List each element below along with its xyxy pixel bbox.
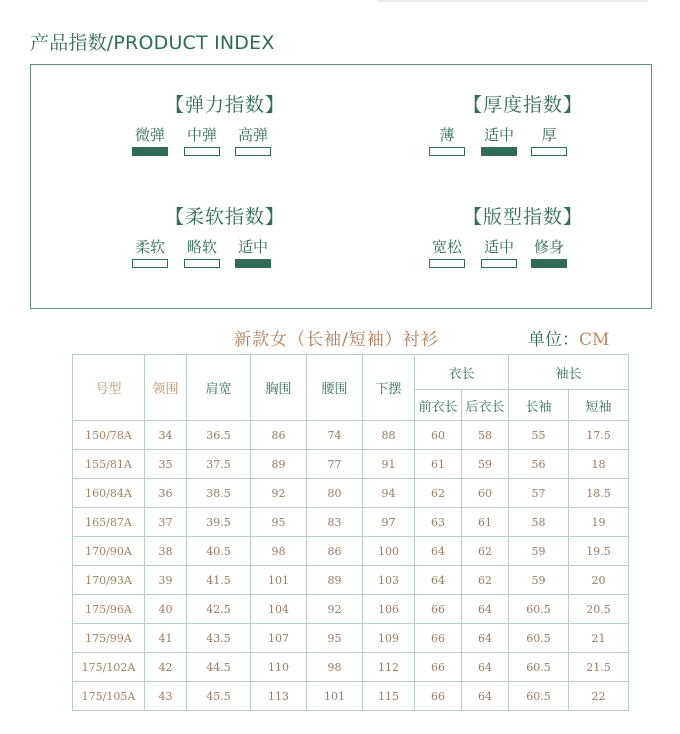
- level-indicator: [481, 259, 517, 268]
- table-cell: 155/81A: [73, 450, 145, 479]
- table-cell: 64: [462, 653, 509, 682]
- table-cell: 20: [569, 566, 629, 595]
- table-cell: 45.5: [187, 682, 251, 711]
- table-cell: 20.5: [569, 595, 629, 624]
- header-back-length: 后衣长: [462, 390, 509, 421]
- table-cell: 41: [145, 624, 187, 653]
- header-hem: 下摆: [363, 355, 415, 421]
- table-cell: 37.5: [187, 450, 251, 479]
- level-indicator: [531, 147, 567, 156]
- header-collar: 领围: [145, 355, 187, 421]
- table-cell: 77: [307, 450, 363, 479]
- table-cell: 101: [251, 566, 307, 595]
- table-caption: 新款女（长袖/短袖）衬衫: [234, 330, 439, 350]
- level-label: 薄: [439, 126, 455, 144]
- header-long-sleeve: 长袖: [509, 390, 569, 421]
- table-cell: 39: [145, 566, 187, 595]
- table-cell: 44.5: [187, 653, 251, 682]
- table-cell: 60: [462, 479, 509, 508]
- index-levels: [403, 126, 643, 166]
- level-2: [235, 126, 271, 156]
- table-cell: 98: [307, 653, 363, 682]
- table-cell: 92: [251, 479, 307, 508]
- table-cell: 37: [145, 508, 187, 537]
- table-cell: 97: [363, 508, 415, 537]
- table-cell: 115: [363, 682, 415, 711]
- table-cell: 103: [363, 566, 415, 595]
- table-cell: 64: [415, 566, 462, 595]
- table-cell: 18: [569, 450, 629, 479]
- level-indicator: [184, 259, 220, 268]
- level-label: 微弹: [134, 126, 165, 144]
- level-0: [429, 126, 465, 156]
- level-label: 中弹: [186, 126, 217, 144]
- header-short-sleeve: 短袖: [569, 390, 629, 421]
- table-cell: 175/96A: [73, 595, 145, 624]
- table-cell: 63: [415, 508, 462, 537]
- table-cell: 60.5: [509, 682, 569, 711]
- fit-index: [403, 202, 643, 278]
- table-cell: 66: [415, 624, 462, 653]
- level-label: 宽松: [431, 238, 462, 256]
- table-cell: 64: [462, 624, 509, 653]
- level-2: [531, 126, 567, 156]
- table-cell: 21.5: [569, 653, 629, 682]
- table-cell: 62: [415, 479, 462, 508]
- table-cell: 19.5: [569, 537, 629, 566]
- table-row: [73, 421, 629, 450]
- table-cell: 80: [307, 479, 363, 508]
- elasticity-index: [105, 90, 345, 166]
- index-title: 【版型指数】: [462, 206, 583, 228]
- table-cell: 59: [462, 450, 509, 479]
- unit-label: [528, 325, 609, 350]
- table-cell: 175/99A: [73, 624, 145, 653]
- level-2: [531, 238, 567, 268]
- level-0: [429, 238, 465, 268]
- table-cell: 94: [363, 479, 415, 508]
- level-label: 厚: [541, 126, 557, 144]
- table-cell: 38: [145, 537, 187, 566]
- table-cell: 88: [363, 421, 415, 450]
- level-indicator: [429, 259, 465, 268]
- table-row: [73, 537, 629, 566]
- level-label: 柔软: [134, 238, 165, 256]
- table-cell: 113: [251, 682, 307, 711]
- table-cell: 92: [307, 595, 363, 624]
- table-row: [73, 624, 629, 653]
- table-row: [73, 479, 629, 508]
- table-cell: 39.5: [187, 508, 251, 537]
- product-index-panel: [30, 64, 652, 309]
- level-indicator: [235, 259, 271, 268]
- table-cell: 95: [307, 624, 363, 653]
- level-label: 适中: [483, 126, 514, 144]
- index-levels: [105, 126, 345, 166]
- table-row: [73, 566, 629, 595]
- table-cell: 43: [145, 682, 187, 711]
- level-1: [184, 126, 220, 156]
- table-cell: 17.5: [569, 421, 629, 450]
- section-title: 产品指数/PRODUCT INDEX: [30, 32, 275, 54]
- table-cell: 60: [415, 421, 462, 450]
- table-cell: 42: [145, 653, 187, 682]
- table-row: [73, 508, 629, 537]
- table-cell: 150/78A: [73, 421, 145, 450]
- table-cell: 100: [363, 537, 415, 566]
- level-label: 修身: [533, 238, 564, 256]
- table-cell: 41.5: [187, 566, 251, 595]
- table-cell: 36: [145, 479, 187, 508]
- table-cell: 66: [415, 595, 462, 624]
- table-cell: 107: [251, 624, 307, 653]
- table-cell: 36.5: [187, 421, 251, 450]
- table-cell: 19: [569, 508, 629, 537]
- table-cell: 66: [415, 653, 462, 682]
- table-cell: 66: [415, 682, 462, 711]
- table-cell: 64: [462, 595, 509, 624]
- table-cell: 64: [415, 537, 462, 566]
- table-cell: 106: [363, 595, 415, 624]
- table-cell: 55: [509, 421, 569, 450]
- table-cell: 98: [251, 537, 307, 566]
- table-cell: 86: [251, 421, 307, 450]
- table-cell: 170/90A: [73, 537, 145, 566]
- header-size: 号型: [73, 355, 145, 421]
- table-cell: 35: [145, 450, 187, 479]
- table-cell: 62: [462, 566, 509, 595]
- header-chest: 胸围: [251, 355, 307, 421]
- table-cell: 59: [509, 566, 569, 595]
- table-cell: 22: [569, 682, 629, 711]
- level-indicator: [184, 147, 220, 156]
- header-length: 衣长: [415, 355, 509, 390]
- header-sleeve: 袖长: [509, 355, 629, 390]
- table-cell: 18.5: [569, 479, 629, 508]
- table-cell: 160/84A: [73, 479, 145, 508]
- thickness-index: [403, 90, 643, 166]
- table-cell: 64: [462, 682, 509, 711]
- level-2: [235, 238, 271, 268]
- table-cell: 43.5: [187, 624, 251, 653]
- table-cell: 101: [307, 682, 363, 711]
- index-levels: [403, 238, 643, 278]
- size-table-body: [73, 421, 629, 711]
- table-cell: 56: [509, 450, 569, 479]
- table-row: [73, 450, 629, 479]
- index-levels: [105, 238, 345, 278]
- table-cell: 175/105A: [73, 682, 145, 711]
- table-cell: 83: [307, 508, 363, 537]
- table-cell: 165/87A: [73, 508, 145, 537]
- level-indicator: [481, 147, 517, 156]
- table-cell: 61: [415, 450, 462, 479]
- size-table: [72, 354, 629, 711]
- level-1: [184, 238, 220, 268]
- level-1: [481, 126, 517, 156]
- level-indicator: [235, 147, 271, 156]
- table-cell: 104: [251, 595, 307, 624]
- table-cell: 58: [509, 508, 569, 537]
- table-cell: 40.5: [187, 537, 251, 566]
- level-0: [132, 238, 168, 268]
- level-indicator: [429, 147, 465, 156]
- level-indicator: [132, 259, 168, 268]
- level-1: [481, 238, 517, 268]
- table-cell: 21: [569, 624, 629, 653]
- softness-index: [105, 202, 345, 278]
- table-cell: 40: [145, 595, 187, 624]
- table-cell: 95: [251, 508, 307, 537]
- header-front-length: 前衣长: [415, 390, 462, 421]
- level-label: 略软: [186, 238, 217, 256]
- table-cell: 109: [363, 624, 415, 653]
- table-cell: 34: [145, 421, 187, 450]
- level-indicator: [531, 259, 567, 268]
- header-waist: 腰围: [307, 355, 363, 421]
- table-cell: 89: [307, 566, 363, 595]
- table-cell: 60.5: [509, 595, 569, 624]
- table-cell: 61: [462, 508, 509, 537]
- table-cell: 175/102A: [73, 653, 145, 682]
- table-cell: 89: [251, 450, 307, 479]
- table-cell: 60.5: [509, 653, 569, 682]
- table-row: [73, 682, 629, 711]
- table-row: [73, 595, 629, 624]
- index-title: 【柔软指数】: [164, 206, 285, 228]
- index-title: 【弹力指数】: [164, 94, 285, 116]
- table-cell: 62: [462, 537, 509, 566]
- level-0: [132, 126, 168, 156]
- table-cell: 38.5: [187, 479, 251, 508]
- table-cell: 42.5: [187, 595, 251, 624]
- header-shoulder: 肩宽: [187, 355, 251, 421]
- table-cell: 74: [307, 421, 363, 450]
- table-cell: 57: [509, 479, 569, 508]
- table-cell: 59: [509, 537, 569, 566]
- level-label: 适中: [237, 238, 268, 256]
- table-cell: 58: [462, 421, 509, 450]
- table-cell: 91: [363, 450, 415, 479]
- index-title: 【厚度指数】: [462, 94, 583, 116]
- table-row: [73, 653, 629, 682]
- level-label: 适中: [483, 238, 514, 256]
- level-indicator: [132, 147, 168, 156]
- table-cell: 112: [363, 653, 415, 682]
- table-cell: 110: [251, 653, 307, 682]
- table-cell: 86: [307, 537, 363, 566]
- level-label: 高弹: [237, 126, 268, 144]
- unit-label-text: 单位：: [528, 330, 579, 350]
- table-cell: 60.5: [509, 624, 569, 653]
- unit-value: CM: [579, 330, 610, 350]
- table-cell: 170/93A: [73, 566, 145, 595]
- top-divider: [378, 0, 648, 2]
